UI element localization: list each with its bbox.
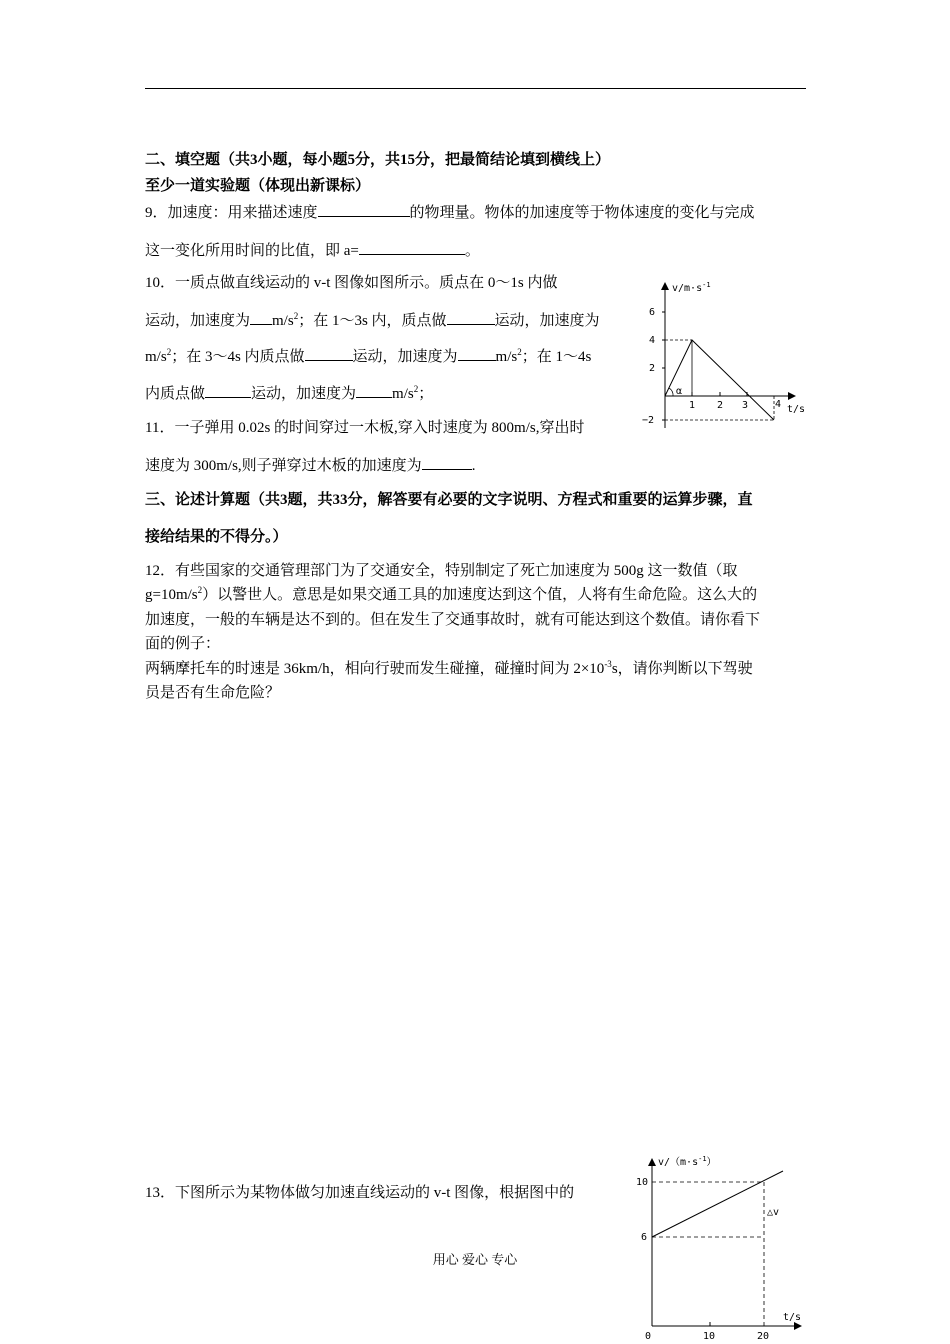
q10-blank-5[interactable] [205,383,251,398]
q9-blank-2[interactable] [359,240,465,255]
section3-line2: 接给结果的不得分。） [145,529,288,545]
q9-line2 [145,240,480,261]
xtick-label-20: 20 [757,1331,770,1342]
q10-text: 内质点做 [145,386,206,402]
q11-text: 速度为 300m/s,则子弹穿过木板的加速度为 [145,458,422,474]
q11-line1: 11．一子弹用 0.02s 的时间穿过一木板,穿入时速度为 800m/s,穿出时 [145,420,585,436]
q9-text-d: 。 [464,243,480,259]
x-axis-label: t/s [787,404,806,415]
q10-text: m/s [495,349,518,365]
q10-text: 运动，加速度为 [494,313,600,329]
ytick-label-4: 4 [649,335,656,346]
q12-text: g=10m/s [145,587,198,603]
q12-text: 两辆摩托车的时速是 36km/h，相向行驶而发生碰撞，碰撞时间为 2×10 [145,661,605,677]
q10-text: m/s [145,349,167,365]
q12-line1: 12．有些国家的交通管理部门为了交通安全，特别制定了死亡加速度为 500g 这一数值（取 [145,563,738,579]
q12-text: s，请你判断以下驾驶 [611,661,753,677]
q10-sup: 2 [413,384,419,394]
q11-blank[interactable] [422,455,472,470]
vt-graph-q13 [630,1150,810,1344]
q10-sup: 2 [293,311,299,321]
section2-heading: 二、填空题（共3小题，每小题5分，共15分，把最简结论填到横线上） [145,152,611,168]
q9-text-c: 这一变化所用时间的比值，即 a= [145,243,359,259]
q9-text-b: 的物理量。物体的加速度等于物体速度的变化与完成 [409,205,755,221]
xtick-label-10: 10 [703,1331,716,1342]
xtick-label-4: 4 [775,399,782,410]
y-axis-label: $v/m\cdot s^{-1}$ [672,281,711,294]
xtick-label-3: 3 [742,400,749,411]
q12-line4: 面的例子： [145,636,221,652]
q10-blank-2[interactable] [447,310,495,325]
q9-text-a: 9．加速度：用来描述速度 [145,205,318,221]
q10-blank-4[interactable] [458,346,496,361]
ytick-label-6: 6 [649,307,656,318]
xtick-label-2: 2 [717,400,724,411]
vt-line-q13 [652,1171,783,1237]
q12-line5 [145,659,753,679]
q10-text: ；在 1～3s 内，质点做 [298,313,447,329]
q10-text: 运动，加速度为 [145,313,251,329]
q10-line2 [145,310,600,331]
q12-line3: 加速度，一般的车辆是达不到的。但在发生了交通事故时，就有可能达到这个数值。请你看下 [145,612,761,628]
q12-text: ）以警世人。意思是如果交通工具的加速度达到这个值，人将有生命危险。这么大的 [202,587,758,603]
q10-sup: 2 [166,347,172,357]
ytick-label-6: 6 [641,1232,648,1243]
q9-line1 [145,202,755,223]
q10-text: 运动，加速度为 [352,349,458,365]
q11-text: . [471,458,476,474]
xtick-label-1: 1 [689,400,696,411]
q10-text: 运动，加速度为 [251,386,357,402]
ytick-label-10: 10 [636,1177,649,1188]
q13-line1: 13．下图所示为某物体做匀加速直线运动的 v-t 图像，根据图中的 [145,1185,575,1201]
q10-text: m/s [392,386,414,402]
delta-v-label: △v [767,1207,780,1218]
q11-line2 [145,455,475,476]
angle-label: α [676,386,683,397]
section3-line1: 三、论述计算题（共3题，共33分，解答要有必要的文字说明、方程式和重要的运算步骤，直 [145,492,753,508]
q10-blank-1[interactable] [250,310,272,325]
ytick-label-neg2: −2 [642,415,655,426]
q12-sup: -3 [604,659,612,669]
q10-blank-6[interactable] [356,383,392,398]
q9-blank-1[interactable] [318,202,410,217]
q10-line4 [145,383,433,404]
vt-graph-q10 [636,278,816,438]
footer: 用心 爱心 专心 [432,1252,518,1267]
angle-arc [669,388,673,396]
q10-line3 [145,346,591,367]
section2-subheading: 至少一道实验题（体现出新课标） [145,178,371,194]
q12-line6: 员是否有生命危险？ [145,685,281,701]
origin-label: 0 [645,1331,652,1342]
q10-text: ； [418,386,434,402]
x-axis-label: t/s [783,1312,802,1323]
q12-sup: 2 [197,585,203,595]
q12-line2 [145,585,757,605]
q10-sup: 2 [517,347,522,357]
y-axis-label: $v/(m\cdot s^{-1})$ [658,1155,717,1168]
q10-text: ；在 3～4s 内质点做 [171,349,305,365]
header-rule [145,88,806,89]
ytick-label-2: 2 [649,363,656,374]
q10-line1: 10．一质点做直线运动的 v-t 图像如图所示。质点在 0～1s 内做 [145,275,558,291]
q10-text: ；在 1～4s [521,349,592,365]
q10-text: m/s [272,313,294,329]
q10-blank-3[interactable] [305,346,353,361]
